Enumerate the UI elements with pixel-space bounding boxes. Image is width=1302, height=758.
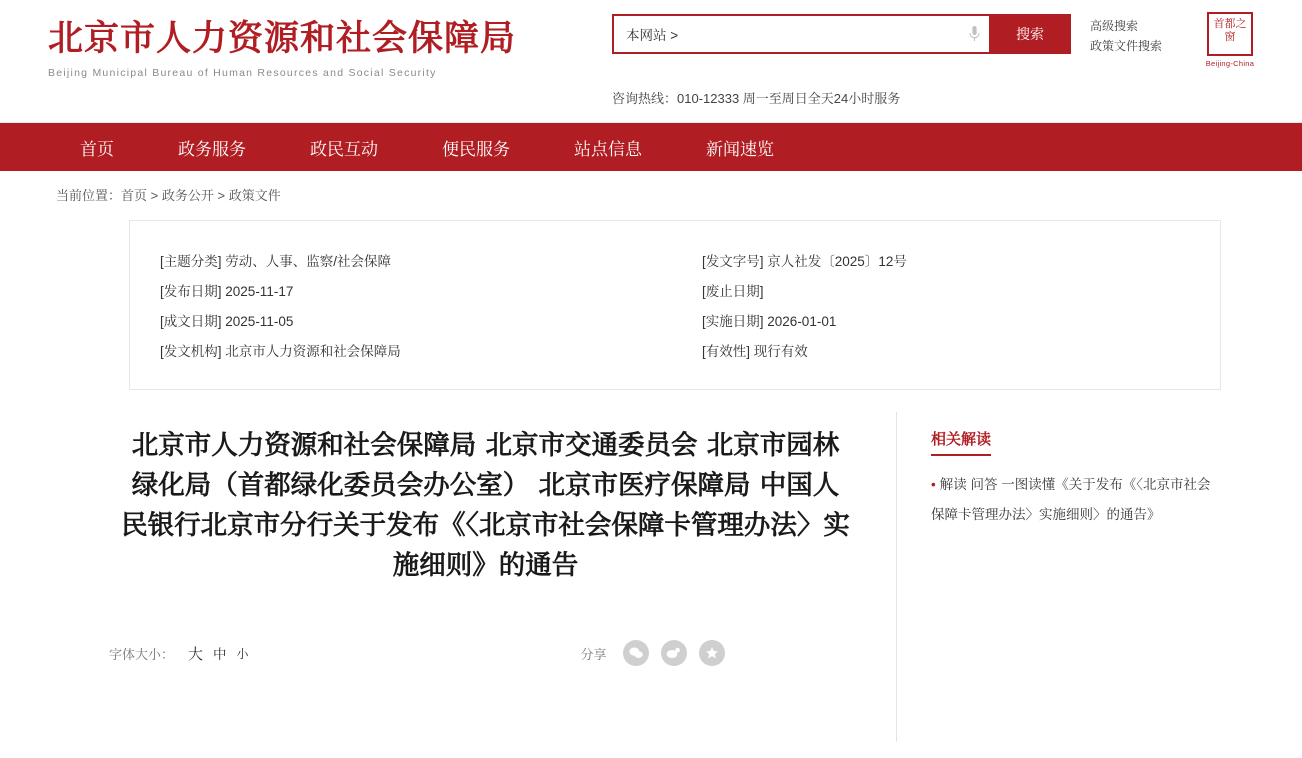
nav-item-site-info[interactable]: 站点信息	[574, 139, 642, 160]
search-area	[612, 14, 1163, 54]
breadcrumb-item-openness[interactable]: 政务公开	[161, 188, 214, 203]
advanced-search-link[interactable]: 高级搜索	[1090, 19, 1139, 33]
font-size-medium[interactable]: 中	[213, 647, 227, 662]
meta-value-validity: 现行有效	[753, 344, 808, 359]
hotline-text: 咨询热线：010-12333 周一至周日全天24小时服务	[612, 91, 901, 106]
bullet-icon: •	[931, 477, 936, 492]
meta-key-validity: [有效性]	[702, 344, 751, 359]
meta-value-issuing-agency: 北京市人力资源和社会保障局	[225, 344, 401, 359]
breadcrumb	[0, 171, 1302, 214]
meta-key-topic: [主题分类]	[160, 254, 222, 269]
article-area	[75, 412, 1221, 742]
search-extra-links	[1090, 16, 1162, 56]
logo-title-en: Beijing Municipal Bureau of Human Resources and Social Security	[48, 66, 437, 79]
meta-value-publish-date: 2025-11-17	[225, 284, 294, 299]
nav-item-news[interactable]: 新闻速览	[706, 139, 774, 160]
meta-key-publish-date: [发布日期]	[160, 284, 222, 299]
meta-key-abolish-date: [废止日期]	[702, 284, 764, 299]
search-scope-selector[interactable]: 本网站 >	[626, 28, 679, 43]
share-control	[581, 640, 725, 666]
font-size-label: 字体大小：	[109, 646, 175, 662]
meta-row	[160, 277, 678, 307]
search-input[interactable]	[678, 27, 965, 42]
search-row	[612, 14, 1092, 54]
article-tools	[109, 640, 862, 666]
search-box[interactable]	[612, 14, 989, 54]
logo-title-cn: 北京市人力资源和社会保障局	[48, 19, 517, 59]
breadcrumb-sep-2: >	[213, 188, 229, 203]
microphone-icon[interactable]	[965, 23, 983, 45]
page-title: 北京市人力资源和社会保障局 北京市交通委员会 北京市园林绿化局（首都绿化委员会办公室） 北京市医疗保障局 中国人民银行北京市分行关于发布《〈北京市社会保障卡管理办法〉实施细则》的通告	[121, 430, 850, 581]
document-meta-panel	[129, 220, 1221, 390]
meta-row	[160, 337, 678, 367]
meta-value-effective-date: 2026-01-01	[767, 314, 837, 329]
meta-column-left	[130, 247, 678, 367]
site-header	[0, 0, 1302, 123]
meta-row	[702, 277, 1220, 307]
favorite-icon[interactable]	[699, 640, 725, 666]
meta-row	[702, 247, 1220, 277]
related-interpretation-title: 相关解读	[931, 428, 991, 456]
meta-value-topic: 劳动、人事、监察/社会保障	[225, 254, 392, 269]
breadcrumb-item-policy-docs[interactable]: 政策文件	[228, 188, 281, 203]
meta-row	[160, 307, 678, 337]
content-wrap	[39, 220, 1263, 742]
breadcrumb-prefix: 当前位置：	[56, 188, 122, 203]
related-interpretation-link-text: 解读 问答 一图读懂《关于发布《〈北京市社会保障卡管理办法〉实施细则〉的通告》	[931, 477, 1211, 522]
policy-doc-search-link[interactable]: 政策文件搜索	[1090, 39, 1163, 53]
font-size-small[interactable]: 小	[236, 646, 249, 661]
meta-column-right	[678, 247, 1220, 367]
font-size-large[interactable]: 大	[188, 645, 204, 663]
breadcrumb-sep-1: >	[147, 188, 162, 203]
meta-value-written-date: 2025-11-05	[225, 314, 294, 329]
nav-item-interaction[interactable]: 政民互动	[310, 139, 378, 160]
meta-row	[702, 337, 1220, 367]
beijing-emblem[interactable]	[1202, 12, 1258, 74]
meta-row	[160, 247, 678, 277]
main-nav	[0, 123, 1302, 171]
wechat-icon[interactable]	[623, 640, 649, 666]
breadcrumb-item-home[interactable]: 首页	[121, 188, 148, 203]
font-size-control	[109, 643, 249, 664]
share-label: 分享	[580, 646, 607, 662]
meta-key-issuing-agency: [发文机构]	[160, 344, 222, 359]
nav-item-services[interactable]: 政务服务	[178, 139, 246, 160]
meta-value-doc-number: 京人社发〔2025〕12号	[767, 254, 907, 269]
search-button[interactable]: 搜索	[989, 14, 1071, 54]
related-interpretation-link[interactable]	[931, 470, 1221, 530]
meta-key-written-date: [成文日期]	[160, 314, 222, 329]
nav-item-convenience[interactable]: 便民服务	[442, 139, 510, 160]
site-logo[interactable]	[48, 18, 568, 79]
related-interpretation-panel	[897, 412, 1221, 742]
meta-row	[702, 307, 1220, 337]
nav-item-home[interactable]: 首页	[80, 139, 114, 160]
emblem-caption: Beijing-China	[1205, 59, 1255, 68]
meta-key-doc-number: [发文字号]	[702, 254, 764, 269]
meta-key-effective-date: [实施日期]	[702, 314, 764, 329]
weibo-icon[interactable]	[661, 640, 687, 666]
article-main	[75, 412, 897, 742]
emblem-characters: 首都之窗	[1207, 12, 1253, 56]
